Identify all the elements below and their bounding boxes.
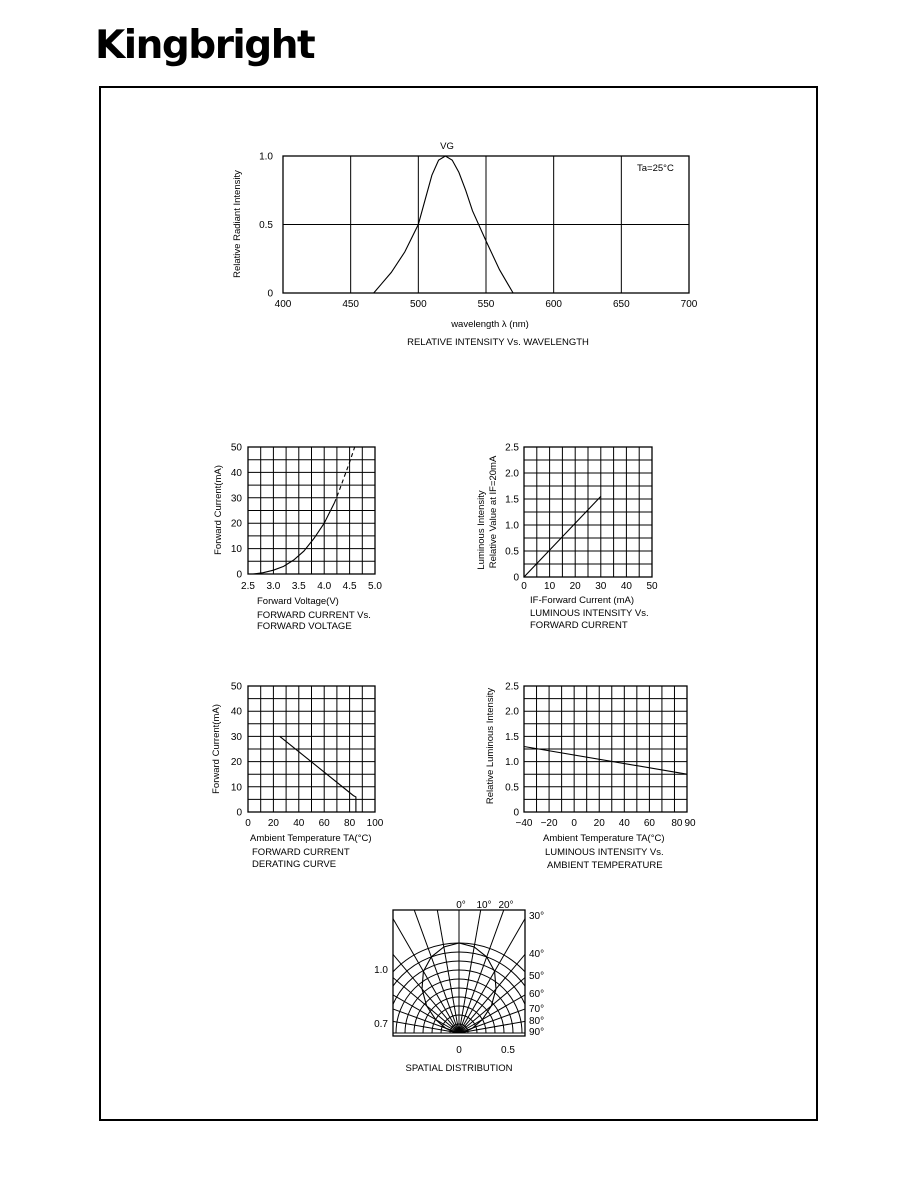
iv-x-tick-label: 2.5: [241, 581, 255, 592]
lum-temp-line: [524, 747, 687, 775]
derating-tick-labels: [231, 682, 384, 830]
spatial-angle-label: 80°: [529, 1016, 545, 1027]
brand-logo: Kingbright: [95, 23, 315, 68]
iv-x-tick-label: 5.0: [368, 581, 382, 592]
spectrum-x-tick-label: 450: [342, 299, 360, 310]
lum-current-x-axis-label: IF-Forward Current (mA): [530, 595, 634, 606]
derating-x-tick-label: 40: [293, 818, 305, 829]
lum_current-x-tick-label: 0: [521, 581, 527, 592]
lum-current-chart: [476, 443, 658, 632]
derating-x-tick-label: 80: [344, 818, 356, 829]
lum-current-y-axis-label-2: Relative Value at IF=20mA: [488, 455, 499, 569]
spatial-radial-label: 0: [456, 1045, 462, 1056]
spatial-radial-line: [286, 933, 459, 1033]
derating-x-tick-label: 60: [318, 818, 330, 829]
iv-caption-line-1: FORWARD CURRENT Vs.: [257, 610, 371, 621]
spatial-angle-label: 60°: [529, 989, 545, 1000]
derating-chart: [211, 682, 384, 871]
iv-x-tick-label: 4.0: [317, 581, 332, 592]
spatial-angle-label: 20°: [498, 900, 514, 911]
spectrum-chart: [232, 141, 698, 348]
lum_temp-x-tick-label: 80: [671, 818, 683, 829]
iv-series-line-1: [334, 447, 354, 503]
spectrum-caption: RELATIVE INTENSITY Vs. WAVELENGTH: [407, 337, 589, 348]
lum_temp-y-tick-label: 0.5: [505, 782, 519, 794]
spectrum-x-tick-label: 700: [680, 299, 698, 310]
iv-series-line-0: [253, 503, 334, 574]
iv-caption-line-2: FORWARD VOLTAGE: [257, 621, 352, 632]
spectrum-tick-labels: [259, 152, 698, 311]
derating-y-tick-label: 0: [236, 807, 242, 819]
iv-y-tick-label: 20: [230, 518, 242, 530]
derating-caption-line-1: FORWARD CURRENT: [252, 847, 350, 858]
spectrum-x-tick-label: 500: [409, 299, 427, 310]
derating-y-tick-label: 20: [230, 757, 242, 769]
spectrum-x-axis-label: wavelength λ (nm): [451, 319, 529, 330]
lum_temp-series-line-0: [524, 747, 687, 775]
lum_current-y-tick-label: 2.5: [505, 442, 519, 454]
lum_temp-x-tick-label: 60: [643, 818, 655, 829]
spectrum-y-tick-label: 0: [267, 288, 273, 300]
lum_temp-y-tick-label: 2.0: [505, 706, 519, 718]
spatial-angle-label: 70°: [529, 1004, 545, 1015]
spatial-radial-line: [459, 933, 632, 1033]
iv-x-tick-label: 3.0: [266, 581, 281, 592]
lum-temp-tick-labels: [505, 682, 696, 830]
lum_temp-x-tick-label: −20: [540, 818, 558, 829]
derating-x-tick-label: 100: [366, 818, 384, 829]
lum_current-y-tick-label: 1.5: [505, 494, 519, 506]
lum-temp-chart: [485, 682, 696, 872]
spatial-angle-label: 0°: [456, 900, 466, 911]
lum_current-x-tick-label: 10: [544, 581, 556, 592]
lum_current-y-tick-label: 0: [513, 572, 519, 584]
lum_temp-x-tick-label: 40: [618, 818, 630, 829]
spatial-angle-label: 40°: [529, 949, 545, 960]
lum-temp-caption-line-1: LUMINOUS INTENSITY Vs.: [545, 847, 664, 858]
iv-x-tick-label: 4.5: [342, 581, 357, 592]
lum-temp-y-axis-label: Relative Luminous Intensity: [485, 687, 496, 805]
iv-y-tick-label: 30: [230, 493, 242, 505]
derating-y-tick-label: 30: [230, 731, 242, 743]
lum-current-caption-line-2: FORWARD CURRENT: [530, 620, 628, 631]
spatial-angle-label: 90°: [529, 1027, 545, 1038]
iv-x-axis-label: Forward Voltage(V): [257, 596, 339, 607]
lum-temp-x-axis-label: Ambient Temperature TA(°C): [543, 833, 665, 844]
derating-caption-line-2: DERATING CURVE: [252, 859, 337, 870]
derating-y-tick-label: 40: [230, 706, 242, 718]
spectrum-y-tick-label: 0.5: [259, 220, 273, 231]
iv-tick-labels: [231, 443, 383, 593]
iv-y-tick-label: 40: [230, 467, 242, 479]
lum-current-y-axis-label: Luminous Intensity: [476, 490, 487, 570]
spatial-radial-label: 0.7: [374, 1019, 388, 1030]
lum-temp-grid: [524, 686, 687, 812]
iv-grid: [248, 447, 375, 574]
spatial-radial-label: 0.5: [501, 1045, 515, 1056]
lum_current-x-tick-label: 20: [569, 581, 581, 592]
lum_current-x-tick-label: 30: [595, 581, 607, 592]
spatial-caption: SPATIAL DISTRIBUTION: [405, 1063, 513, 1074]
spectrum-x-tick-label: 550: [477, 299, 495, 310]
derating-y-tick-label: 10: [230, 782, 242, 794]
lum_temp-x-tick-label: 20: [593, 818, 605, 829]
lum-temp-caption-line-2: AMBIENT TEMPERATURE: [547, 860, 663, 871]
lum_current-y-tick-label: 1.0: [505, 520, 519, 532]
derating-y-axis-label: Forward Current(mA): [211, 704, 222, 794]
iv-y-tick-label: 10: [230, 544, 242, 556]
lum_temp-y-tick-label: 1.5: [505, 731, 519, 743]
spectrum-x-tick-label: 400: [274, 299, 292, 310]
derating-x-tick-label: 0: [245, 818, 251, 829]
spectrum-peak-label: VG: [440, 141, 454, 152]
lum_current-y-tick-label: 2.0: [505, 468, 519, 480]
derating-grid: [248, 686, 375, 812]
spectrum-grid: [283, 156, 689, 293]
iv-x-tick-label: 3.5: [291, 581, 306, 592]
derating-x-tick-label: 20: [267, 818, 279, 829]
spectrum-condition: Ta=25°C: [637, 163, 674, 174]
iv-chart: [213, 443, 382, 633]
lum_current-x-tick-label: 40: [620, 581, 632, 592]
lum_current-y-tick-label: 0.5: [505, 546, 519, 558]
spatial-angle-label: 50°: [529, 971, 545, 982]
lum_temp-y-tick-label: 0: [513, 807, 519, 819]
lum_temp-y-tick-label: 1.0: [505, 757, 519, 769]
lum_temp-y-tick-label: 2.5: [505, 681, 519, 693]
lum_temp-x-tick-label: −40: [515, 818, 533, 829]
iv-y-tick-label: 0: [236, 569, 242, 581]
derating-x-axis-label: Ambient Temperature TA(°C): [250, 833, 372, 844]
spectrum-x-tick-label: 650: [612, 299, 630, 310]
lum_temp-x-tick-label: 0: [571, 818, 577, 829]
lum-current-caption-line-1: LUMINOUS INTENSITY Vs.: [530, 608, 649, 619]
iv-y-axis-label: Forward Current(mA): [213, 465, 224, 555]
iv-y-tick-label: 50: [230, 442, 242, 454]
spatial-radial-label: 1.0: [374, 965, 388, 976]
spectrum-y-axis-label: Relative Radiant Intensity: [232, 170, 243, 278]
lum_current-x-tick-label: 50: [646, 581, 658, 592]
spectrum-y-tick-label: 1.0: [259, 151, 273, 163]
lum_temp-x-tick-label: 90: [684, 818, 696, 829]
derating-y-tick-label: 50: [230, 681, 242, 693]
spatial-angle-label: 30°: [529, 911, 545, 922]
spatial-angle-label: 10°: [476, 900, 492, 911]
spectrum-x-tick-label: 600: [545, 299, 563, 310]
